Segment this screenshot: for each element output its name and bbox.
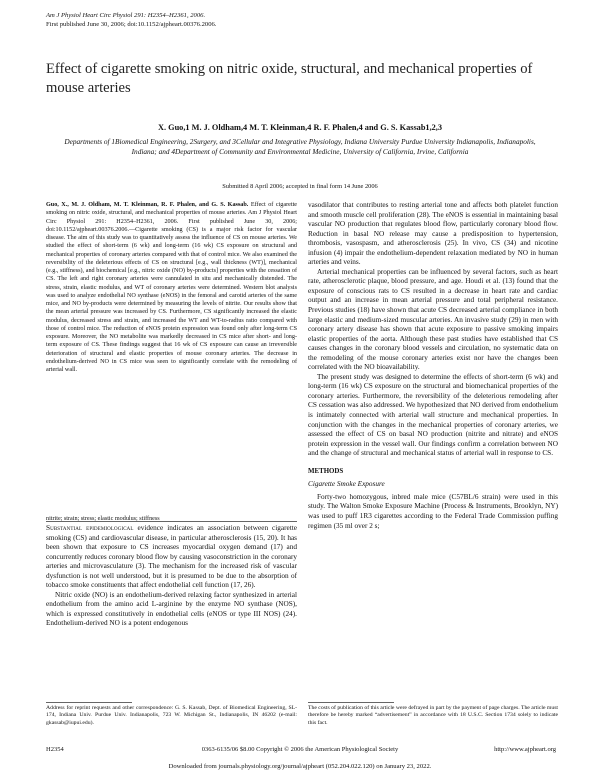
intro-paragraph-5: The present study was designed to determine the effects of short-term (6 wk) and long-term (16 wk) CS exposure on the structural and biomechanical properties of the coronary arteries. Furthermore, the reversibility of the deleterious remodeling after CS cessation was also addressed. We hypothesized that NO derived from endothelium is intimately connected with arterial wall structure and mechanical properties. In conjunction with the changes in the mechanical properties of coronary arteries, we assessed the effect of CS on basal NO production (nitrite and nitrate) and eNOS protein expression in the vessel wall. Our findings confirm a correlation between NO and the change of structural and mechanical status of arterial wall in response to CS. — [308, 372, 558, 458]
intro-paragraph-2: Nitric oxide (NO) is an endothelium-derived relaxing factor synthesized in arterial endothelium from the amino acid L-arginine by the enzyme NO synthase (NOS), which is expressed constitutively in endothelial cells (eNOS or type III NOS) (24). Endothelium-derived NO is a potent endogenous — [46, 590, 297, 628]
first-published-line: First published June 30, 2006; doi:10.1152/ajpheart.00376.2006. — [46, 21, 217, 28]
abstract-citation-authors: Guo, X., M. J. Oldham, M. T. Kleinman, R. F. Phalen, and G. S. Kassab. — [46, 202, 249, 208]
abstract — [46, 201, 297, 374]
intro-paragraph-4: Arterial mechanical properties can be influenced by several factors, such as heart rate, atherosclerotic plaque, blood pressure, and age. Houdi et al. (13) found that the exposure of conscious rats to CS resulted in a decrease in heart rate and cardiac output and an increase in mean arterial pressure and total peripheral resistance. Previous studies (18) have shown that acute CS decreased arterial compliance in both large elastic and medium-sized muscular arteries. An invasive study (29) in men with coronary artery disease has shown that acute exposure to passive smoking impairs elastic properties of the aorta. Although these past studies have established that CS causes changes in the coronary blood vessels and circulation, no systematic data on the remodeling of the mouse coronary arteries exist nor have the changes been correlated with the NO bioavailability. — [308, 267, 558, 372]
page-number: H2354 — [46, 746, 64, 753]
journal-url[interactable]: http://www.ajpheart.org — [494, 746, 556, 753]
article-title: Effect of cigarette smoking on nitric oxide, structural, and mechanical properties of mouse arteries — [46, 61, 533, 96]
affiliations: Departments of 1Biomedical Engineering, 2Surgery, and 3Cellular and Integrative Physiology, Indiana University Purdue University Indianapolis, Indianapolis, Indiana; and 4Department of Community and Environmental Medicine, University of California, Irvine, California — [64, 137, 536, 157]
author-list: X. Guo,1 M. J. Oldham,4 M. T. Kleinman,4 R. F. Phalen,4 and G. S. Kassab1,2,3 — [157, 123, 443, 132]
body-column-right — [308, 201, 558, 531]
running-header — [46, 11, 216, 29]
journal-citation: Am J Physiol Heart Circ Physiol 291: H2354–H2361, 2006. — [46, 12, 206, 19]
abstract-divider — [46, 521, 297, 522]
intro-paragraph-3: vasodilator that contributes to resting arterial tone and affects both platelet function and smooth muscle cell proliferation (28). The eNOS is essential in maintaining basal vascular NO production that regulates blood flow, particularly coronary blood flow. Reduction in basal NO release may cause a predisposition to hypertension, thrombosis, vasospasm, and atherosclerosis (25). In vivo, CS (34) and nicotine infusion (4) impair the endothelium-dependent relaxation mediated by NO in human arteries and veins. — [308, 201, 558, 267]
copyright-line: 0363-6135/06 $8.00 Copyright © 2006 the American Physiological Society — [201, 746, 399, 753]
footnote-rule-right — [308, 702, 394, 703]
submission-dates: Submitted 8 April 2006; accepted in final form 14 June 2006 — [222, 183, 378, 190]
download-notice: Downloaded from journals.physiology.org/journal/ajpheart (052.204.022.120) on January 23, 2022. — [168, 763, 432, 770]
footnote-rule-left — [46, 702, 132, 703]
methods-paragraph-1: Forty-two homozygous, inbred male mice (C57BL/6 strain) were used in this study. The Walton Smoke Exposure Machine (Process & Instruments, Brooklyn, NY) was used to puff 1R3 cigarettes according to the Federal Trade Commission puffing regimen (35 ml over 2 s; — [308, 492, 558, 530]
keywords: nitrite; strain; stress; elastic modulus; stiffness — [46, 516, 160, 522]
correspondence-footnote: Address for reprint requests and other correspondence: G. S. Kassab, Dept. of Biomedical Engineering, SL-174, Indiana Univ. Purdue Univ. Indianapolis, 723 W. Michigan St., Indianapolis, IN 46202 (e-mail: gkassab@iupui.edu). — [46, 705, 297, 726]
abstract-text: Effect of cigarette smoking on nitric oxide, structural, and mechanical properties of mouse arteries. Am J Physiol Heart Circ Physiol 291: H2354–H2361, 2006. First published June 30, 2006; doi:10.1152/ajpheart.00376.2006.—Cigarette smoking (CS) is a major risk factor for vascular disease. The aim of this study was to quantitatively assess the influence of CS on mouse arteries. We studied the effect of short-term (6 wk) and long-term (16 wk) CS exposure on structural and mechanical properties of coronary arteries compared with that of control mice. We also examined the reversibility of the deleterious effects of CS on structural [e.g., wall thickness (WT)], mechanical (e.g., stiffness), and biochemical [e.g., nitric oxide (NO) by-products] properties with the cessation of CS. The left and right coronary arteries were cannulated in situ and mechanically distended. The stress, strain, elastic modulus, and WT of coronary arteries were determined. Western blot analysis was used to analyze endothelial NO synthase (eNOS) in the femoral and carotid arteries of the same mice, and NO by-products were determined by measuring the levels of nitrite. Our results show that the mean arterial pressure was increased by CS. Furthermore, CS significantly increased the elastic modulus, decreased stress and strain, and increased the WT and WT-to-radius ratio compared with those of control mice. The reduction of eNOS protein expression was found only after long-term CS exposure. Moreover, the NO metabolite was markedly decreased in CS mice after short- and long-term exposure of CS. These findings suggest that 16 wk of CS exposure can cause an irreversible deterioration of structural and elastic properties of mouse coronary arteries. The decrease in endothelium-derived NO in CS mice was seen to significantly correlate with the remodeling of arterial wall. — [46, 202, 297, 373]
methods-subheading: Cigarette Smoke Exposure — [308, 480, 385, 489]
intro-lead-in: Substantial epidemiological — [46, 524, 134, 532]
intro-paragraph-1: evidence indicates an association between cigarette smoking (CS) and cardiovascular disease, in particular atherosclerosis (15, 20). It has been shown that exposure to CS increases myocardial oxygen demand (17) and concurrently reduces coronary blood flow by causing vasoconstriction in the coronary arteries and microvasculature (3). The mechanism for the increased risk of vascular dysfunction is not well understood, but it is presumed to be due to the absorption of tobacco smoke constituents that affect endothelial cell function (17, 26). — [46, 524, 297, 590]
publication-cost-footnote: The costs of publication of this article were defrayed in part by the payment of page charges. The article must therefore be hereby marked “advertisement” in accordance with 18 U.S.C. Section 1734 solely to indicate this fact. — [308, 705, 558, 726]
body-column-left — [46, 524, 297, 629]
methods-heading: METHODS — [308, 467, 344, 475]
